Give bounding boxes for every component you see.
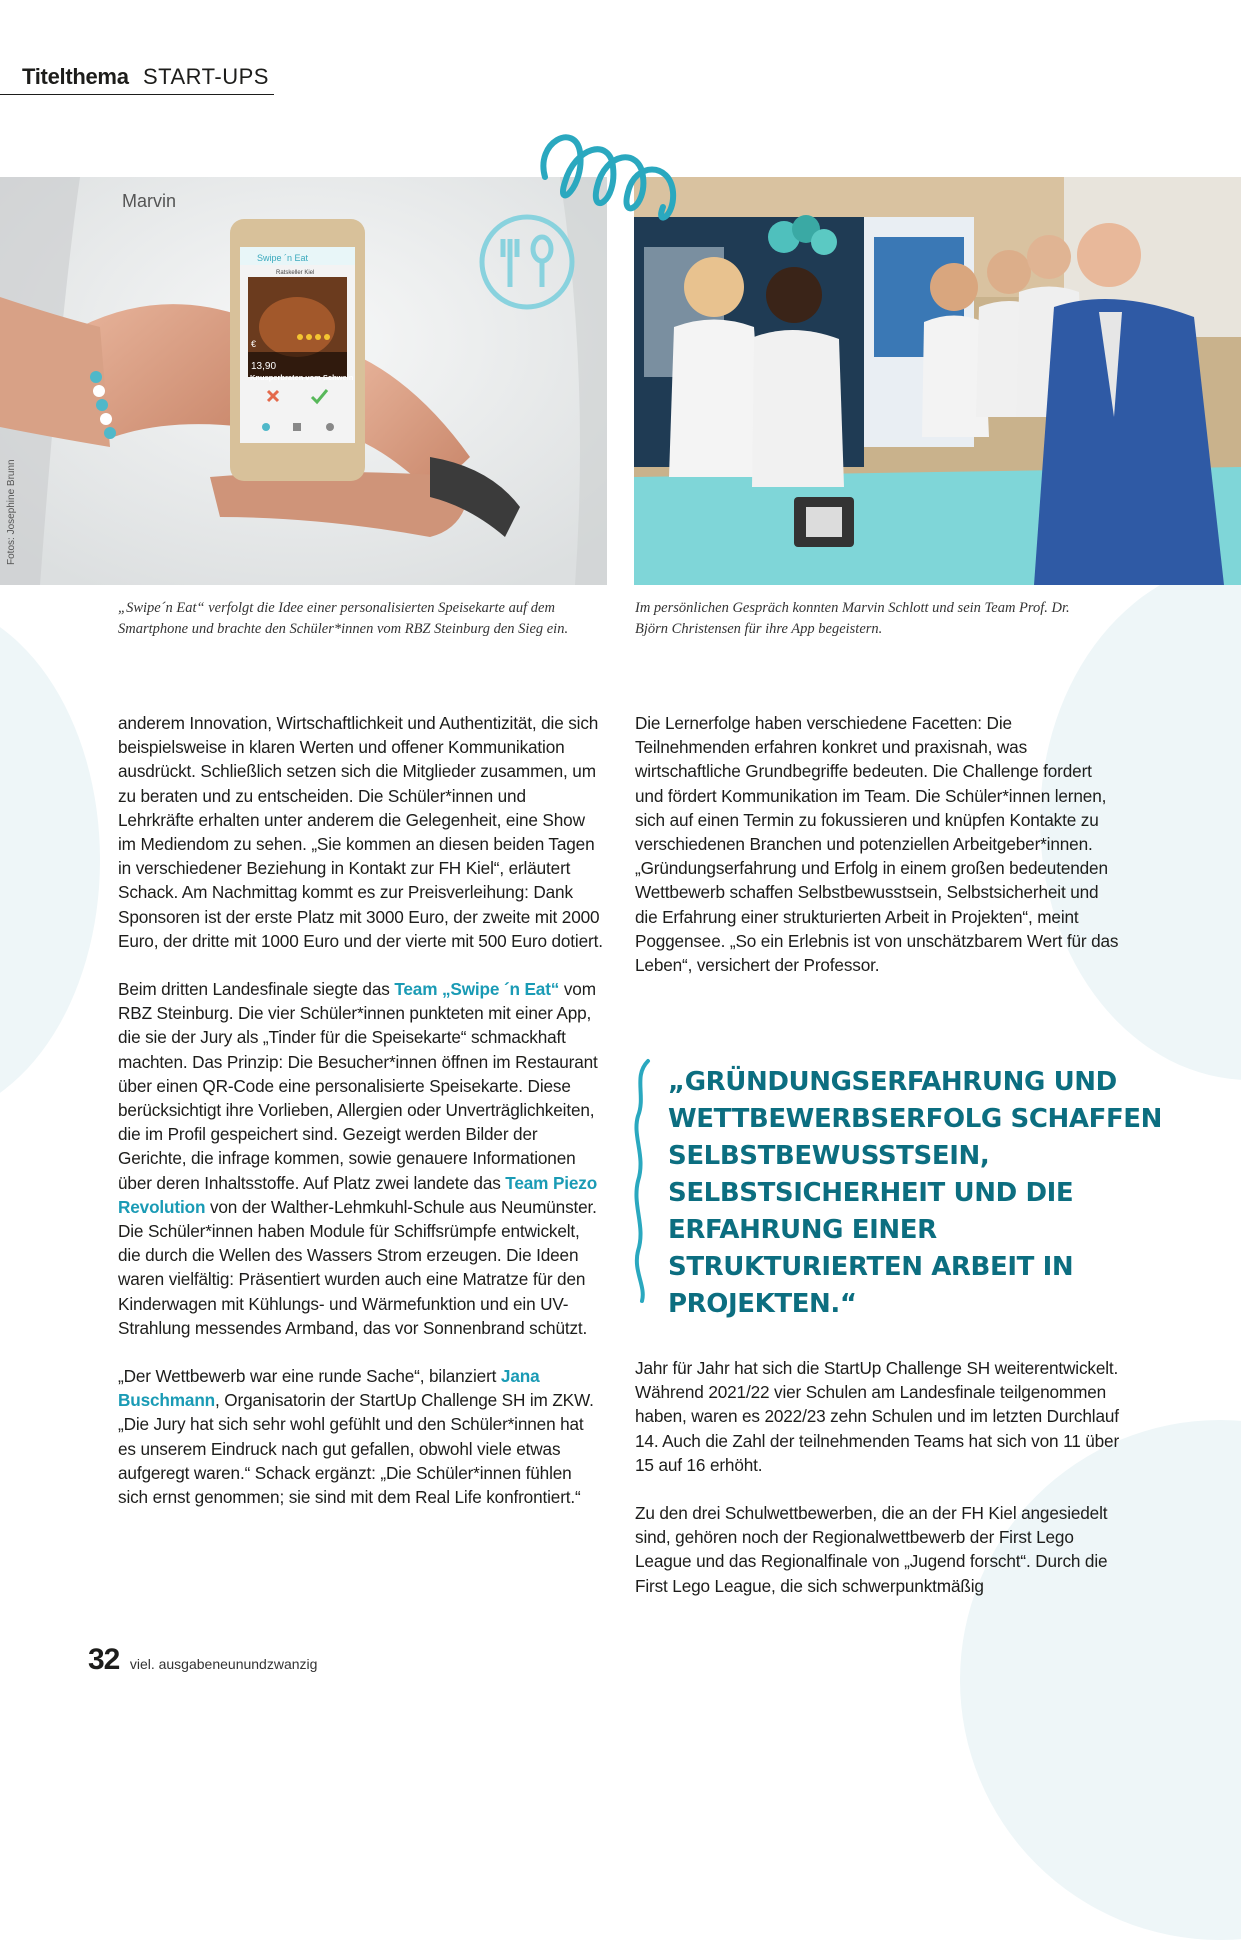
photo-fair-conversation: [634, 177, 1241, 585]
left-paragraph-1: anderem Innovation, Wirtschaftlichkeit und Authentizität, die sich beispielsweise in klaren Werten und offener Kommunikation ausdrückt. Schließlich setzen sich die Mitglieder zusammen, um zu beraten und zu entscheiden. Die Schüler*innen und Lehrkräfte erhalten unter anderem die Gelegenheit, eine Show im Mediendom zu sehen. „Sie kommen an diesen beiden Tagen in verschiedener Beziehung in Kontakt zur FH Kiel“, erläutert Schack. Am Nachmittag kommt es zur Preisverleihung: Dank Sponsoren ist der erste Platz mit 3000 Euro, der zweite mit 2000 Euro, der dritte mit 1000 Euro und der vierte mit 500 Euro dotiert.: [118, 713, 603, 951]
photo-app-on-phone: [0, 177, 607, 585]
photo-app-on-phone-illustration: [0, 177, 607, 585]
name-jana-buschmann: Jana Buschmann: [118, 1366, 540, 1411]
page-number: 32: [88, 1643, 120, 1676]
right-column-top: [635, 711, 1122, 977]
header-section: START-UPS: [143, 64, 269, 89]
background-shape-left: [0, 600, 100, 1120]
app-price-unit: €: [251, 339, 257, 349]
squiggle-decoration: [535, 122, 705, 232]
section-header: [0, 62, 274, 95]
right-paragraph-3: Zu den drei Schulwettbewerben, die an der FH Kiel angesiedelt sind, gehören noch der Regionalwettbewerb der First Lego League und das Regionalfinale von „Jugend forscht“. Durch die First Lego League, die sich schwerpunktmäßig: [635, 1503, 1108, 1596]
right-column-bottom: [635, 1356, 1122, 1598]
app-price-text: 13,90: [251, 361, 277, 372]
pull-quote: „GRÜNDUNGSERFAHRUNG UND WETTBEWERBSERFOLG SCHAFFEN SELBSTBEWUSSTSEIN, SELBSTSICHERHEIT UND DIE ERFAHRUNG EINER STRUKTURIERTEN ARBEIT IN PROJEKTEN.“: [668, 1067, 1163, 1319]
right-paragraph-2: Jahr für Jahr hat sich die StartUp Challenge SH weiterentwickelt. Während 2021/22 vier Schulen am Landesfinale teilgenommen haben, waren es 2022/23 zehn Schulen und im letzten Durchlauf 14. Auch die Zahl der teilnehmenden Teams hat sich von 11 über 15 auf 16 erhöht.: [635, 1358, 1120, 1475]
photo-credit: Fotos: Josephine Brunn: [6, 459, 17, 565]
left-paragraph-3: [118, 1364, 605, 1509]
team-piezo-revolution: Team Piezo Revolution: [118, 1172, 598, 1217]
caption-left: „Swipe´n Eat“ verfolgt die Idee einer personalisierten Speisekarte auf dem Smartphone und brachte den Schüler*innen vom RBZ Steinburg den Sieg ein.: [118, 600, 569, 637]
left-paragraph-2: [118, 977, 605, 1340]
magazine-issue: viel. ausgabeneunundzwanzig: [129, 1656, 318, 1672]
left-paragraph-2-part-b: vom RBZ Steinburg. Die vier Schüler*innen punkteten mit einer App, die sie der Jury als „Tinder für die Speisekarte“ schmackhaft machten. Das Prinzip: Die Besucher*innen öffnen im Restaurant über einen QR-Code eine personalisierte Speisekarte. Diese berücksichtigt ihre Vorlieben, Allergien oder Unverträglichkeiten, die im Profil gespeichert sind. Gezeigt werden Bilder der Gerichte, die infrage kommen, sowie genauere Informationen über deren Inhaltsstoffe. Auf Platz zwei landete das: [118, 979, 598, 1193]
header-keyword: Titelthema: [22, 64, 129, 89]
right-paragraph-1: Die Lernerfolge haben verschiedene Facetten: Die Teilnehmenden erfahren konkret und praxisnah, was wirtschaftliche Grundbegriffe bedeuten. Die Challenge fordert und fördert Kommunikation im Team. Die Schüler*innen lernen, sich auf einen Termin zu fokussieren und knüpfen Kontakte zu verschiedenen Branchen und potenziellen Arbeitgeber*innen. „Gründungserfahrung und Erfolg in einem großen bedeutenden Wettbewerb schaffen Selbstbewusstsein, Selbstsicherheit und die Erfahrung einer strukturierten Arbeit in Projekten“, meint Poggensee. „So ein Erlebnis ist von unschätzbarem Wert für das Leben“, versichert der Professor.: [635, 713, 1119, 976]
page-footer: [88, 1643, 317, 1677]
shirt-name-text: Marvin: [122, 191, 177, 211]
left-column: [118, 711, 605, 1509]
app-title-text: Swipe ´n Eat: [257, 253, 309, 263]
team-swipe-n-eat: Team „Swipe ´n Eat“: [394, 979, 560, 1000]
quote-bracket: [628, 1056, 658, 1306]
left-paragraph-3-part-a: „Der Wettbewerb war eine runde Sache“, bilanziert: [118, 1366, 501, 1387]
left-paragraph-2-part-c: von der Walther-Lehmkuhl-Schule aus Neumünster. Die Schüler*innen haben Module für Schiffsrümpfe entwickelt, die durch die Wellen des Wassers Strom erzeugen. Die Ideen waren vielfältig: Präsentiert wurden auch eine Matratze für den Kinderwagen mit Kühlungs- und Wärmefunktion und ein UV-Strahlung messendes Armband, das vor Sonnenbrand schützt.: [118, 1196, 597, 1338]
app-subtitle-text: Ratskeller Kiel: [276, 270, 315, 276]
caption-right: Im persönlichen Gespräch konnten Marvin Schlott und sein Team Prof. Dr. Björn Christensen für ihre App begeistern.: [635, 600, 1070, 637]
photo-fair-conversation-illustration: [634, 177, 1241, 585]
app-dish-text: Knusperbraten vom Schwein: [250, 373, 354, 382]
left-paragraph-3-part-b: , Organisatorin der StartUp Challenge SH im ZKW. „Die Jury hat sich sehr wohl gefühlt und den Schüler*innen hat es unserem Eindruck nach gut gefallen, obwohl viele etwas aufgeregt waren.“ Schack ergänzt: „Die Schüler*innen fühlen sich ernst genommen; sie sind mit dem Real Life konfrontiert.“: [118, 1390, 594, 1508]
left-paragraph-2-part-a: Beim dritten Landesfinale siegte das: [118, 979, 395, 1000]
